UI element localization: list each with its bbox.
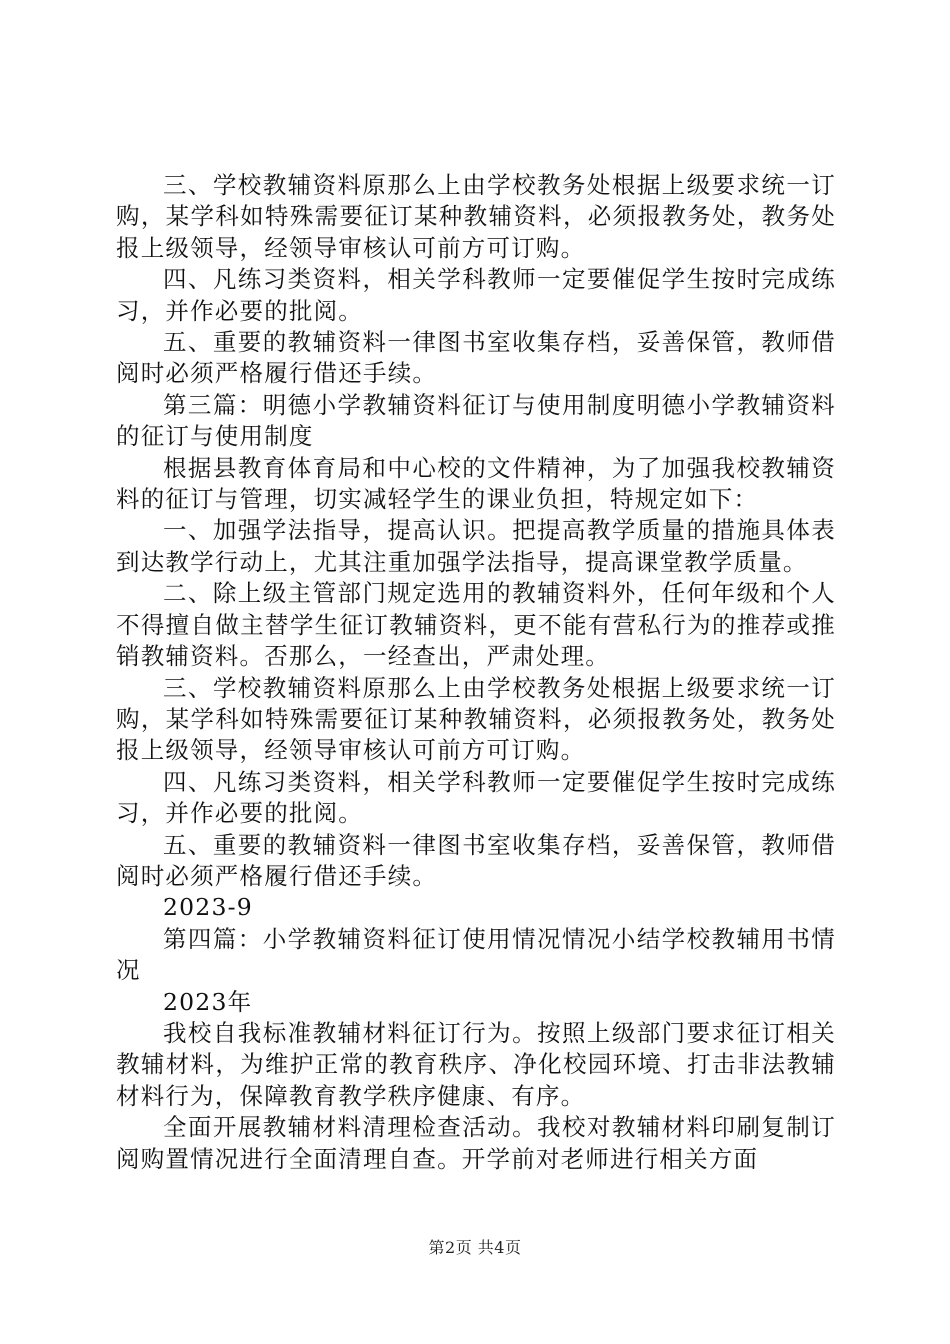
section-heading-3: 第三篇：明德小学教辅资料征订与使用制度明德小学教辅资料的征订与使用制度 (116, 390, 836, 451)
paragraph-3: 五、重要的教辅资料一律图书室收集存档，妥善保管，教师借阅时必须严格履行借还手续。 (116, 328, 836, 388)
paragraph-14: 我校自我标准教辅材料征订行为。按照上级部门要求征订相关教辅材料，为维护正常的教育秩序、净化校园环境、打击非法教辅材料行为，保障教育教学秩序健康、有序。 (116, 1018, 836, 1110)
paragraph-15: 全面开展教辅材料清理检查活动。我校对教辅材料印刷复制订阅购置情况进行全面清理自查。开学前对老师进行相关方面 (116, 1113, 836, 1173)
paragraph-7: 二、除上级主管部门规定选用的教辅资料外，任何年级和个人不得擅自做主替学生征订教辅资料，更不能有营私行为的推荐或推销教辅资料。否那么，一经查出，严肃处理。 (116, 579, 836, 671)
paragraph-1: 三、学校教辅资料原那么上由学校教务处根据上级要求统一订购，某学科如特殊需要征订某种教辅资料，必须报教务处，教务处报上级领导，经领导审核认可前方可订购。 (116, 171, 836, 262)
paragraph-5: 根据县教育体育局和中心校的文件精神，为了加强我校教辅资料的征订与管理，切实减轻学生的课业负担，特规定如下： (116, 453, 836, 514)
paragraph-9: 四、凡练习类资料，相关学科教师一定要催促学生按时完成练习，并作必要的批阅。 (116, 767, 836, 828)
date-line: 2023-9 (163, 893, 253, 922)
document-page (116, 0, 836, 1344)
document-body (116, 170, 836, 1175)
paragraph-2: 四、凡练习类资料，相关学科教师一定要催促学生按时完成练习，并作必要的批阅。 (116, 265, 836, 325)
paragraph-8: 三、学校教辅资料原那么上由学校教务处根据上级要求统一订购，某学科如特殊需要征订某种教辅资料，必须报教务处，教务处报上级领导，经领导审核认可前方可订购。 (116, 673, 836, 765)
paragraph-10: 五、重要的教辅资料一律图书室收集存档，妥善保管，教师借阅时必须严格履行借还手续。 (116, 830, 836, 890)
section-heading-4: 第四篇：小学教辅资料征订使用情况情况小结学校教辅用书情况 (116, 924, 836, 985)
page-number-footer: 第2页 共4页 (428, 1238, 522, 1257)
paragraph-6: 一、加强学法指导，提高认识。把提高教学质量的措施具体表到达教学行动上，尤其注重加强学法指导，提高课堂教学质量。 (116, 516, 836, 576)
year-line: 2023年 (163, 987, 253, 1016)
